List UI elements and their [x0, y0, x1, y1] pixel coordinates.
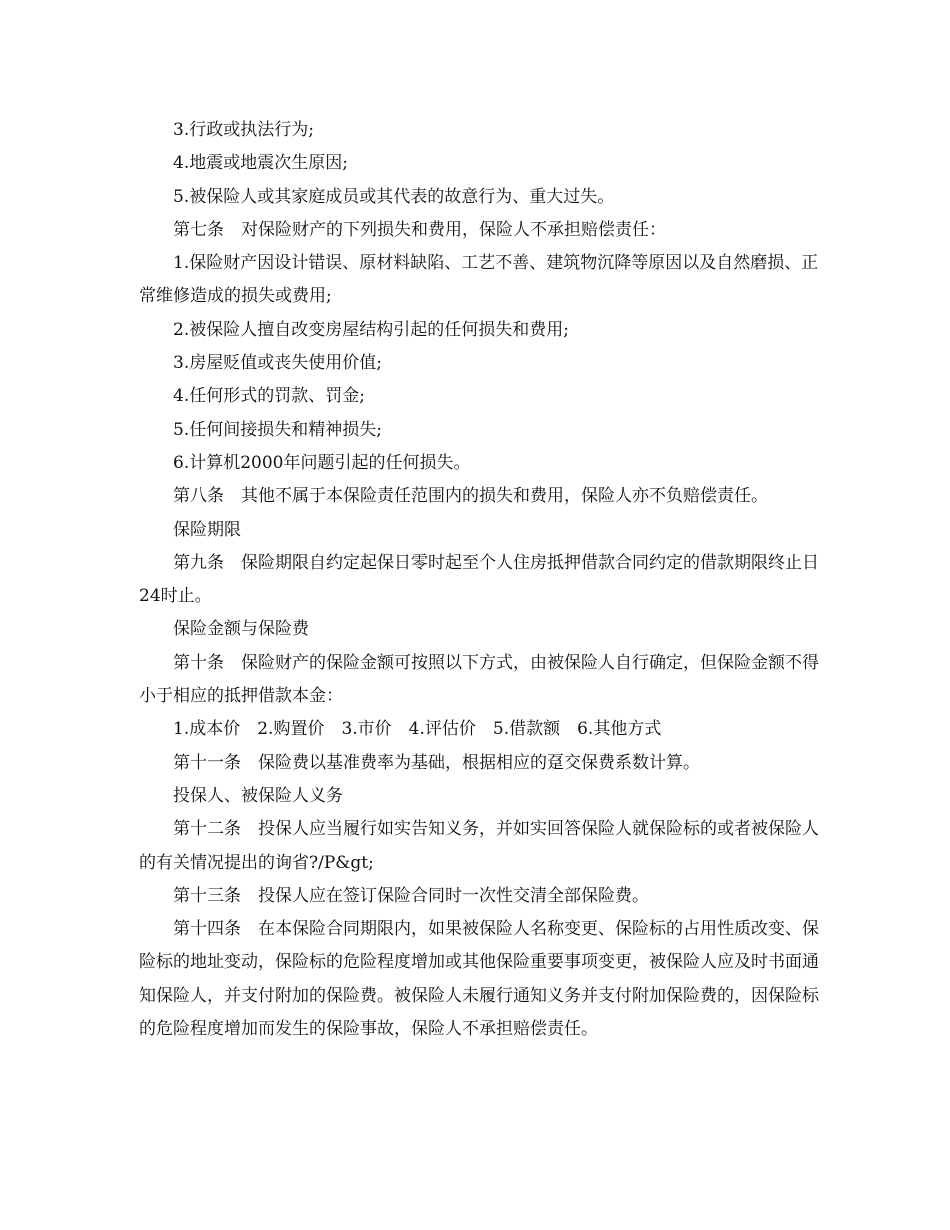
article-8: 第八条 其他不属于本保险责任范围内的损失和费用，保险人亦不负赔偿责任。 — [173, 486, 768, 507]
document-body — [139, 114, 829, 1046]
article-9: 第九条 保险期限自约定起保日零时起至个人住房抵押借款合同约定的借款期限终止日24时止。 — [139, 552, 819, 607]
article-7-item-6: 6.计算机2000年问题引起的任何损失。 — [173, 452, 471, 473]
article-10: 第十条 保险财产的保险金额可按照以下方式，由被保险人自行确定，但保险金额不得小于相应的抵押借款本金： — [139, 652, 819, 707]
article-10-options: 1.成本价 2.购置价 3.市价 4.评估价 5.借款额 6.其他方式 — [173, 719, 662, 740]
clause-item-5: 5.被保险人或其家庭成员或其代表的故意行为、重大过失。 — [173, 186, 615, 207]
article-7-item-1: 1.保险财产因设计错误、原材料缺陷、工艺不善、建筑物沉降等原因以及自然磨损、正常维修造成的损失或费用; — [139, 253, 819, 307]
clause-item-3: 3.行政或执法行为; — [173, 120, 314, 140]
article-14: 第十四条 在本保险合同期限内，如果被保险人名称变更、保险标的占用性质改变、保险标的地址变动，保险标的危险程度增加或其他保险重要事项变更，被保险人应及时书面通知保险人，并支付附加的保险费。被保险人未履行通知义务并支付附加保险费的，因保险标的危险程度增加而发生的保险事故，保险人不承担赔偿责任。 — [139, 919, 819, 1040]
article-11: 第十一条 保险费以基准费率为基础，根据相应的趸交保费系数计算。 — [173, 752, 700, 773]
article-13: 第十三条 投保人应在签订保险合同时一次性交清全部保险费。 — [173, 885, 649, 906]
article-7-item-4: 4.任何形式的罚款、罚金; — [173, 386, 365, 407]
section-heading-insurance-period: 保险期限 — [173, 519, 241, 540]
article-7-item-2: 2.被保险人擅自改变房屋结构引起的任何损失和费用; — [173, 319, 569, 340]
article-7: 第七条 对保险财产的下列损失和费用，保险人不承担赔偿责任： — [173, 219, 666, 240]
article-12: 第十二条 投保人应当履行如实告知义务，并如实回答保险人就保险标的或者被保险人的有关情况提出的询省?/P&gt; — [139, 819, 819, 873]
section-heading-amount-and-premium: 保险金额与保险费 — [173, 619, 309, 640]
section-heading-obligations: 投保人、被保险人义务 — [173, 785, 343, 806]
article-7-item-5: 5.任何间接损失和精神损失; — [173, 419, 382, 440]
article-7-item-3: 3.房屋贬值或丧失使用价值; — [173, 353, 382, 374]
clause-item-4: 4.地震或地震次生原因; — [173, 153, 348, 174]
